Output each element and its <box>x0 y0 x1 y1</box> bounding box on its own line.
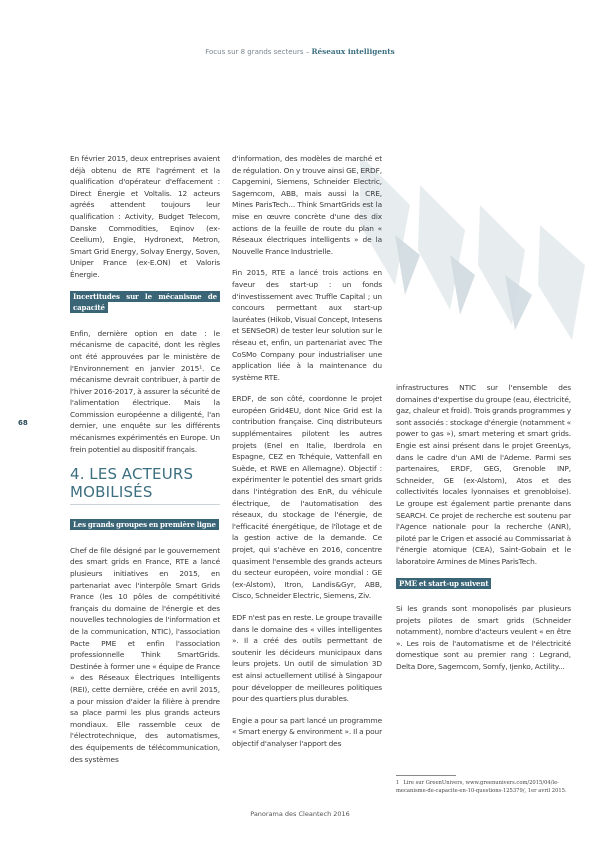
subheading-capacity: Incertitudes sur le mécanisme de capacité <box>70 291 220 314</box>
page-number: 68 <box>18 419 28 427</box>
paragraph: EDF n'est pas en reste. Le groupe travaille dans le domaine des « villes intelligentes ». Il a créé des outils permettant de soutenir les décideurs municipaux dans leurs projets. Un outil de simulation 3D est ainsi actuellement utilisé à Singapour pour développer de meilleures politiques pour des quartiers plus durables. <box>232 612 382 704</box>
header-sector: Réseaux intelligents <box>311 47 395 56</box>
page-header <box>0 47 600 56</box>
footnote-number: 1 <box>396 780 400 786</box>
column-3 <box>396 382 571 683</box>
section-title: 4. LES ACTEURS MOBILISÉS <box>70 465 220 505</box>
paragraph: ERDF, de son côté, coordonne le projet européen Grid4EU, dont Nice Grid est la contribution française. Cinq distributeurs supplémentaires pilotent les autres projets (Enel en Italie, Iberdrola en Espagne, CEZ en Tchéquie, Vattenfall en Suède, et RWE en Allemagne). Objectif : expérimenter le potentiel des smart grids dans l'intégration des EnR, du véhicule électrique, de l'automatisation des réseaux, du stockage de l'énergie, de l'efficacité énergétique, de l'îlotage et de la gestion active de la demande. Ce projet, qui s'achève en 2016, concentre quasiment l'ensemble des grands acteurs du secteur européen, voire mondial : GE (ex-Alstom), Itron, Landis&Gyr, ABB, Cisco, Schneider Electric, Siemens, Ziv. <box>232 394 382 601</box>
column-1 <box>70 153 220 775</box>
subheading-pme: PME et start-up suivent <box>396 578 491 589</box>
column-2 <box>232 153 382 760</box>
header-prefix: Focus sur 8 grands secteurs – <box>205 48 312 56</box>
footnote <box>396 779 576 795</box>
paragraph: d'information, des modèles de marché et de régulation. On y trouve ainsi GE, ERDF, Capgemini, Siemens, Schneider Electric, Sagemcom, ABB, mais aussi la CRE, Mines ParisTech... Think SmartGrids est la mise en œuvre concrète d'une des dix actions de la feuille de route du plan « Réseaux électriques intelligents » de la Nouvelle France Industrielle. <box>232 154 382 256</box>
paragraph: infrastructures NTIC sur l'ensemble des domaines d'expertise du groupe (eau, électricité, gaz, chaleur et froid). Trois grands programmes y sont associés : stockage d'énergie (notamment « power to gas »), smart metering et smart grids. Engie est ainsi présent dans le projet GreenLys, dans le cadre d'un AMI de l'Ademe. Parmi ses partenaires, ERDF, GEG, Grenoble INP, Schneider, GE (ex-Alstom), Atos et des collectivités locales lyonnaises et grenobloise). Le groupe est également partie prenante dans SEARCH. Ce projet de recherche est soutenu par l'Agence nationale pour la recherche (ANR), piloté par le Crigen et associé au Commissariat à l'énergie atomique (CEA), Saint-Gobain et le laboratoire Armines de Mines ParisTech. <box>396 383 571 566</box>
paragraph: En février 2015, deux entreprises avaient déjà obtenu de RTE l'agrément et la qualification d'opérateur d'effacement : Direct Énergie et Voltalis. 12 acteurs agréés attendent toujours leur qualification : Activity, Budget Telecom, Danske Commodities, Eqinov (ex-Ceelium), Engie, Hydronext, Metron, Smart Grid Energy, Solvay Energy, Soven, Uniper France (ex-E.ON) et Valoris Énergie. <box>70 154 220 279</box>
paragraph: Enfin, dernière option en date : le mécanisme de capacité, dont les règles ont été approuvées par le ministère de l'Environnement en janvier 2015¹. Ce mécanisme devrait contribuer, à partir de l'hiver 2016-2017, à assurer la sécurité de l'alimentation électrique. Mais la Commission européenne a diligenté, l'an dernier, une enquête sur les différents mécanismes expérimentés en Europe. Un frein potentiel au dispositif français. <box>70 328 220 454</box>
paragraph: Fin 2015, RTE a lancé trois actions en faveur des start-up : un fonds d'investissement avec Truffle Capital ; un concours permettant aux start-up lauréates (Hikob, Visual Concept, Intesens et SENSeOR) de tester leur solution sur le réseau et, enfin, un partenariat avec The CoSMo Company pour industrialiser une application liée à la maintenance du système RTE. <box>232 268 382 382</box>
page-footer: Panorama des Cleantech 2016 <box>250 810 350 818</box>
paragraph: Engie a pour sa part lancé un programme « Smart energy & environment ». Il a pour objectif d'analyser l'apport des <box>232 715 382 748</box>
subheading-big-groups: Les grands groupes en première ligne <box>70 519 219 530</box>
footnote-text: Lire sur GreenUnivers, www.greenunivers.com/2015/04/le-mecanisme-de-capacite-en-10-questions-125379/, 1er avril 2015. <box>396 780 567 794</box>
paragraph: Si les grands sont monopolisés par plusieurs projets pilotes de smart grids (Schneider notamment), nombre d'acteurs veulent « en être ». Les rois de l'automatisme et de l'électricité domestique sont au premier rang : Legrand, Delta Dore, Sagemcom, Somfy, Ijenko, Actility... <box>396 604 571 672</box>
paragraph: Chef de file désigné par le gouvernement des smart grids en France, RTE a lancé plusieurs initiatives en 2015, en partenariat avec l'interpôle Smart Grids France (les 10 pôles de compétitivité français du domaine de l'énergie et des nouvelles technologies de l'information et de la communication, NTIC), l'association Pacte PME et enfin l'association professionnelle Think SmartGrids. Destinée à former une « équipe de France » des Réseaux Électriques Intelligents (REI), cette dernière, créée en avril 2015, a pour mission d'aider la filière à prendre sa place parmi les plus grands acteurs mondiaux. Elle rassemble ceux de l'électrotechnique, des automatismes, des équipements de télécommunication, des systèmes <box>70 545 220 764</box>
footnote-divider <box>396 775 456 776</box>
